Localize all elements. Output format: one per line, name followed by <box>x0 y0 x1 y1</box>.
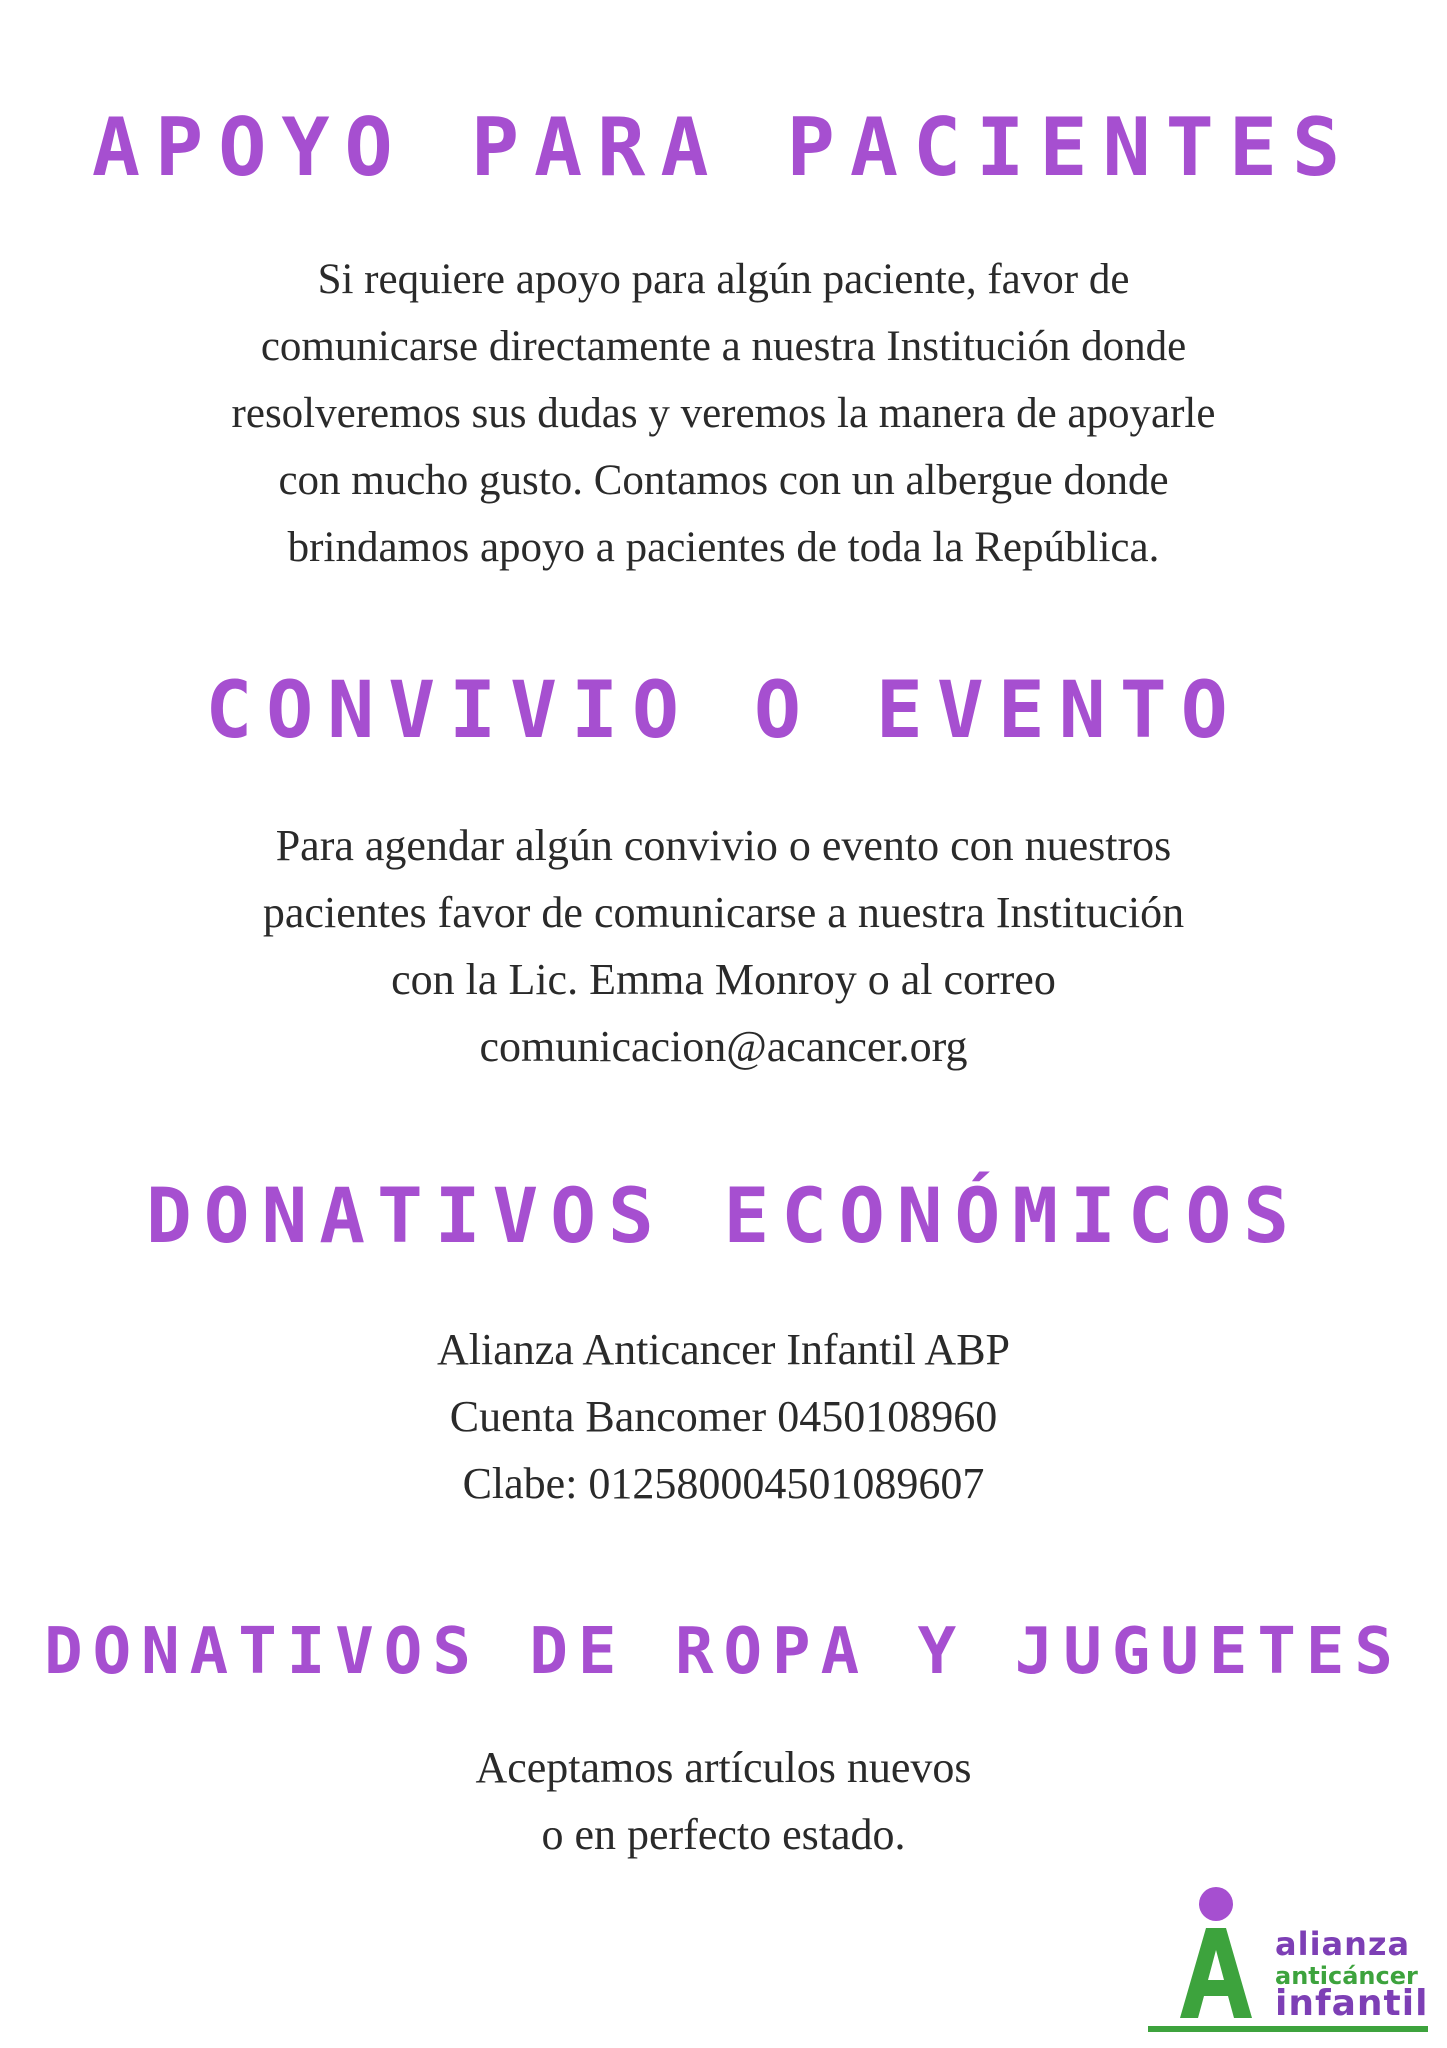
paragraph-convivio-o-evento <box>0 812 1447 1080</box>
paragraph-line: brindamos apoyo a pacientes de toda la República. <box>287 524 1160 571</box>
logo-word-anticancer: anticáncer <box>1275 1962 1418 1990</box>
paragraph-line: o en perfecto estado. <box>541 1810 906 1859</box>
heading-apoyo-para-pacientes: APOYO PARA PACIENTES <box>91 101 1356 194</box>
clabe-number: Clabe: 012580004501089607 <box>462 1459 985 1508</box>
paragraph-line: Para agendar algún convivio o evento con nuestros <box>275 821 1172 870</box>
paragraph-line: comunicarse directamente a nuestra Institución donde <box>260 323 1187 370</box>
logo-word-infantil: infantil <box>1275 1983 1429 2024</box>
contact-email: comunicacion@acancer.org <box>479 1022 968 1071</box>
paragraph-line: Aceptamos artículos nuevos <box>475 1743 972 1792</box>
paragraph-line: con mucho gusto. Contamos con un albergue donde <box>278 457 1169 504</box>
paragraph-line: con la Lic. Emma Monroy o al correo <box>391 955 1056 1004</box>
heading-donativos-economicos: DONATIVOS ECONÓMICOS <box>145 1171 1302 1260</box>
logo-word-alianza: alianza <box>1275 1925 1411 1963</box>
paragraph-apoyo-para-pacientes <box>0 246 1447 581</box>
paragraph-ropa-juguetes <box>0 1734 1447 1868</box>
alianza-logo <box>1140 1880 1440 2040</box>
paragraph-line: pacientes favor de comunicarse a nuestra Institución <box>262 888 1185 937</box>
paragraph-line: Si requiere apoyo para algún paciente, favor de <box>317 256 1130 303</box>
heading-convivio-o-evento: CONVIVIO O EVENTO <box>205 666 1242 756</box>
account-number: Cuenta Bancomer 0450108960 <box>449 1392 998 1441</box>
account-holder: Alianza Anticancer Infantil ABP <box>436 1325 1011 1374</box>
paragraph-bank-details <box>0 1316 1447 1517</box>
heading-donativos-ropa-juguetes: DONATIVOS DE ROPA Y JUGUETES <box>44 1615 1403 1689</box>
paragraph-line: resolveremos sus dudas y veremos la manera de apoyarle <box>231 390 1216 437</box>
